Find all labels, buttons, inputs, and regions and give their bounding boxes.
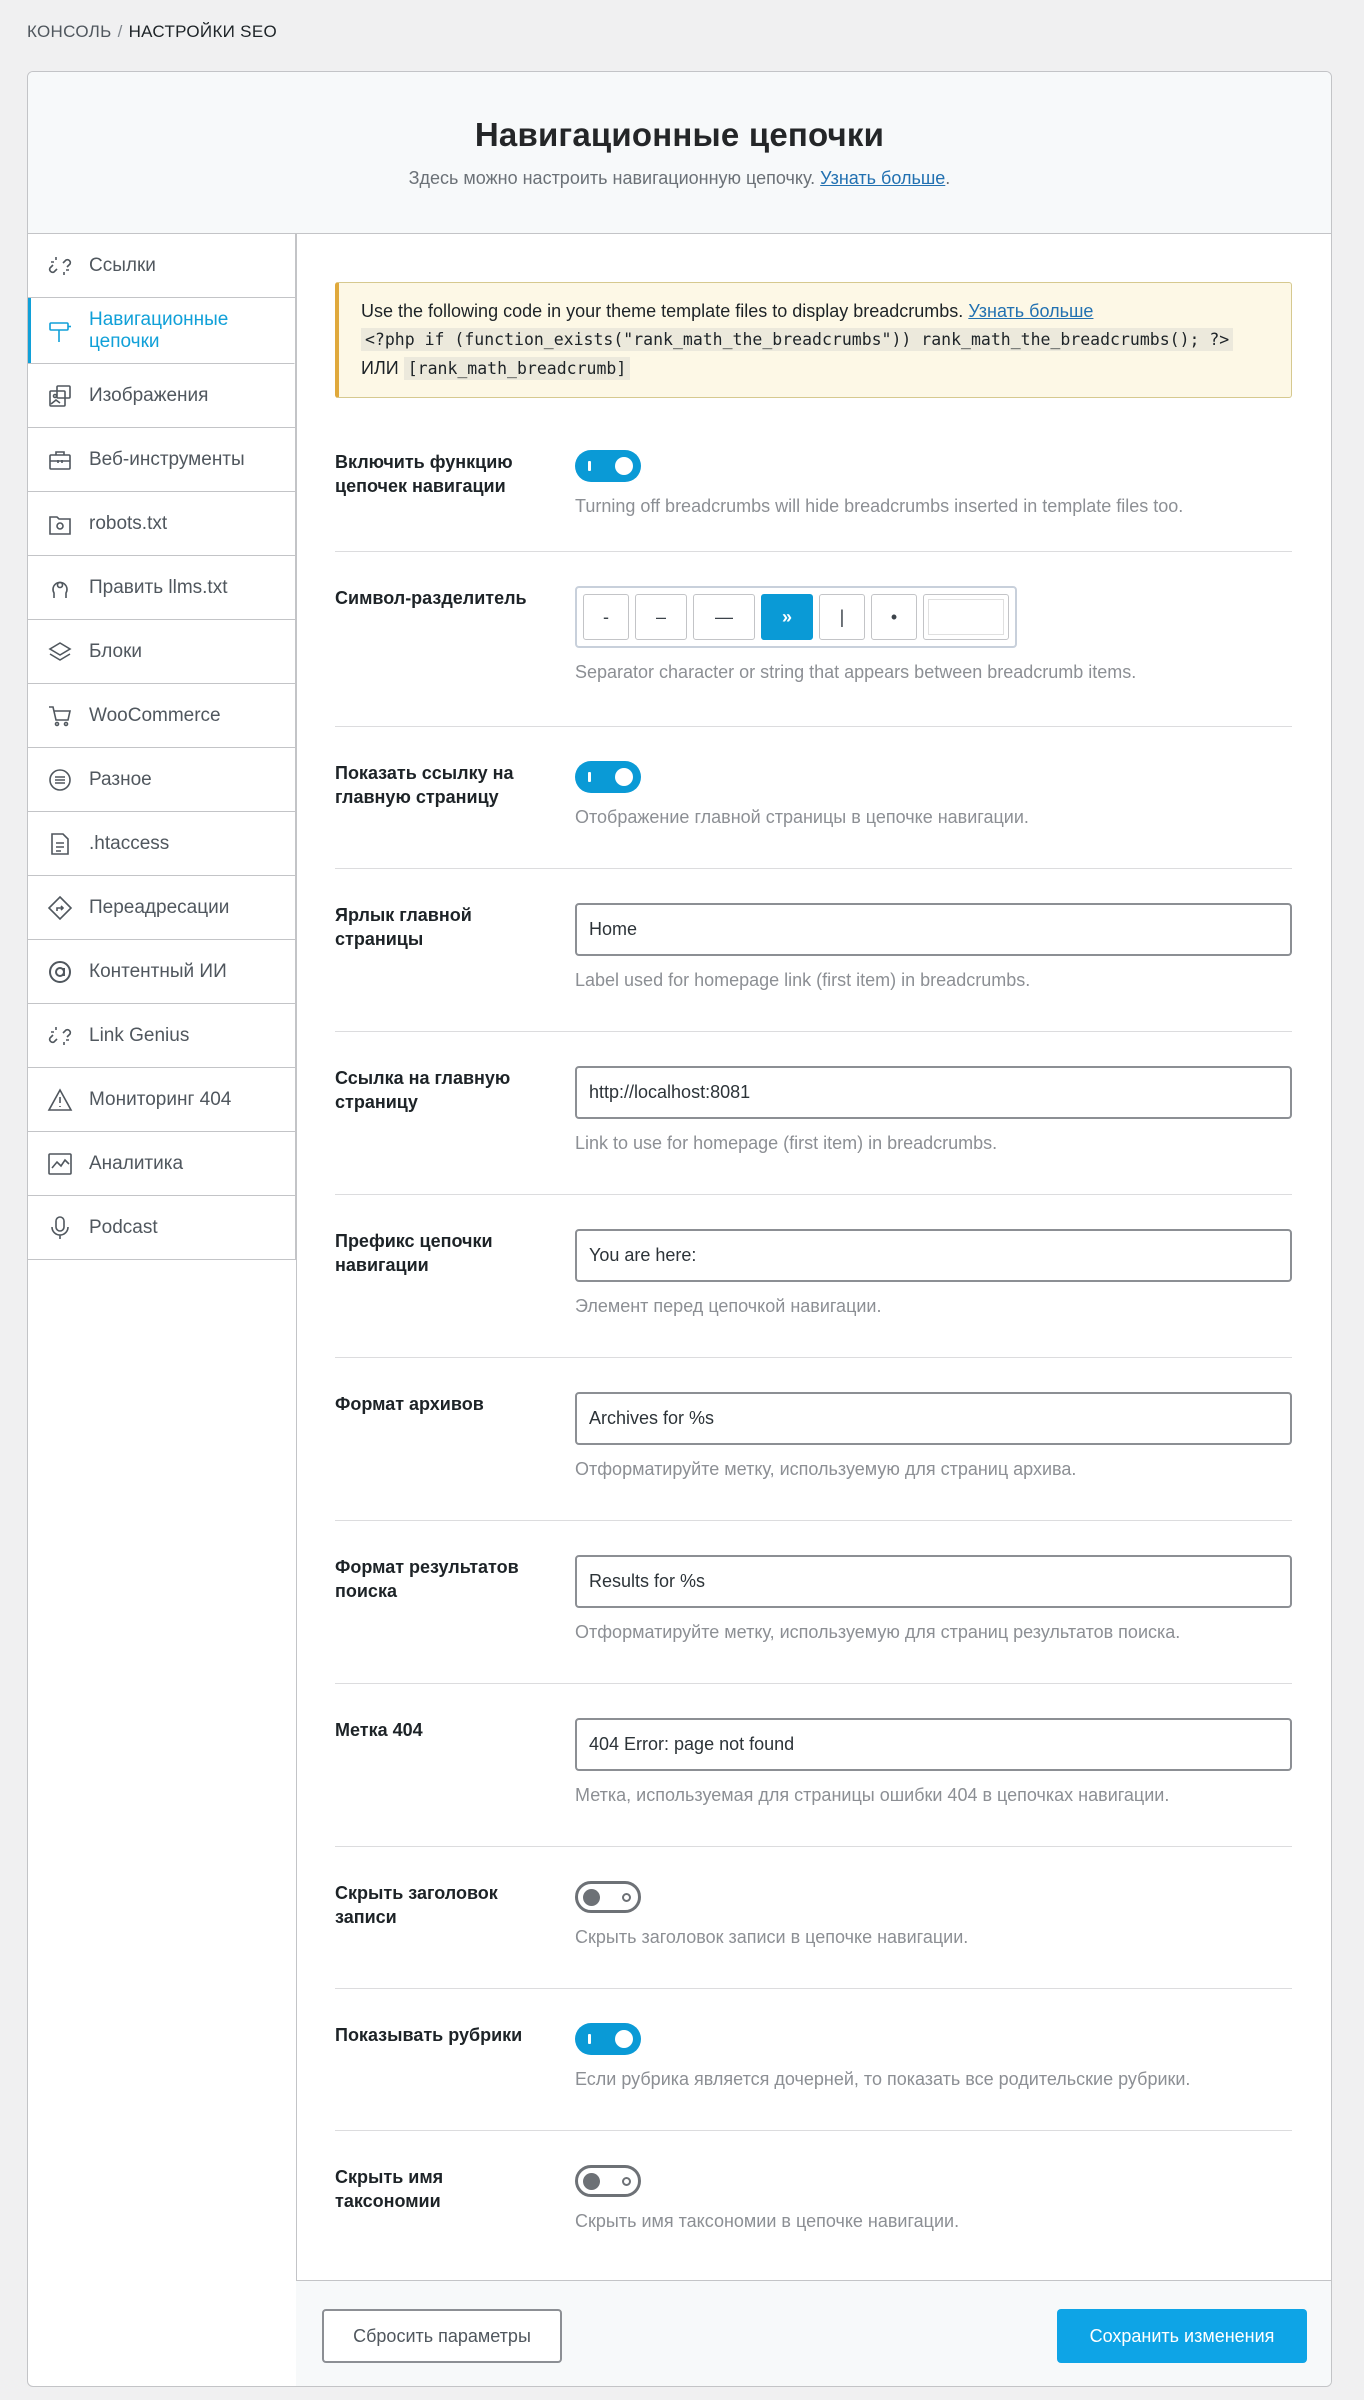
setting-separator <box>335 552 1292 727</box>
separator-options <box>575 586 1017 648</box>
sidebar-item-label: Разное <box>89 768 152 790</box>
sidebar-item-redirects[interactable] <box>28 876 295 940</box>
layers-icon <box>46 638 74 666</box>
setting-description: Скрыть имя таксономии в цепочке навигации. <box>575 2211 960 2231</box>
sidebar-item-404-monitor[interactable] <box>28 1068 295 1132</box>
sidebar-item-label: WooCommerce <box>89 704 221 726</box>
subtitle-text: Здесь можно настроить навигационную цепочку. <box>408 168 816 188</box>
setting-enable-breadcrumbs <box>335 450 1292 552</box>
code-notice <box>335 282 1292 398</box>
link-genius-icon <box>46 1022 74 1050</box>
analytics-icon <box>46 1150 74 1178</box>
toolbox-icon <box>46 446 74 474</box>
setting-show-home <box>335 727 1292 869</box>
setting-description: Метка, используемая для страницы ошибки 404 в цепочках навигации. <box>575 1785 1170 1805</box>
setting-label: Скрыть заголовок записи <box>335 1883 498 1927</box>
sidebar-item-label: Podcast <box>89 1216 158 1238</box>
enable-breadcrumbs-toggle[interactable] <box>575 450 641 482</box>
separator-option-em-dash[interactable]: — <box>693 594 755 640</box>
separator-option-pipe[interactable]: | <box>819 594 865 640</box>
sidebar-item-label: Блоки <box>89 640 143 662</box>
separator-option-bullet[interactable]: • <box>871 594 917 640</box>
signpost-icon <box>46 317 74 345</box>
list-circle-icon <box>46 766 74 794</box>
setting-prefix <box>335 1195 1292 1358</box>
setting-description: Скрыть заголовок записи в цепочке навигации. <box>575 1927 969 1947</box>
setting-label: Символ-разделитель <box>335 588 527 608</box>
setting-label: Формат результатов поиска <box>335 1557 519 1601</box>
content-ai-icon <box>46 958 74 986</box>
home-label-input[interactable] <box>575 903 1292 956</box>
home-link-input[interactable] <box>575 1066 1292 1119</box>
setting-404-label <box>335 1684 1292 1847</box>
sidebar-item-label: Веб-инструменты <box>89 448 245 470</box>
setting-label: Ярлык главной страницы <box>335 905 472 949</box>
setting-show-categories <box>335 1989 1292 2131</box>
setting-label: Показать ссылку на главную страницу <box>335 763 514 807</box>
breadcrumb-parent[interactable]: КОНСОЛЬ <box>27 22 112 41</box>
separator-custom-input[interactable] <box>923 594 1009 640</box>
show-categories-toggle[interactable] <box>575 2023 641 2055</box>
php-code: <?php if (function_exists("rank_math_the_breadcrumbs")) rank_math_the_breadcrumbs(); ?> <box>361 328 1233 351</box>
sidebar-item-label: Ссылки <box>89 254 156 276</box>
sidebar-item-images[interactable] <box>28 364 295 428</box>
setting-hide-title <box>335 1847 1292 1989</box>
setting-archive-format <box>335 1358 1292 1521</box>
sidebar <box>28 234 296 1260</box>
notice-text: Use the following code in your theme template files to display breadcrumbs. <box>361 301 964 321</box>
subtitle-period: . <box>945 168 951 188</box>
notice-learn-more-link[interactable]: Узнать больше <box>968 301 1094 321</box>
image-icon <box>46 382 74 410</box>
setting-label: Метка 404 <box>335 1720 423 1740</box>
sidebar-item-robots[interactable] <box>28 492 295 556</box>
hide-title-toggle[interactable] <box>575 1881 641 1913</box>
show-home-toggle[interactable] <box>575 761 641 793</box>
setting-description: Элемент перед цепочкой навигации. <box>575 1296 882 1316</box>
sidebar-item-label: Навигационные цепочки <box>89 308 229 352</box>
prefix-input[interactable] <box>575 1229 1292 1282</box>
setting-label: Скрыть имя таксономии <box>335 2167 444 2211</box>
sidebar-item-breadcrumbs[interactable] <box>28 298 295 364</box>
separator-option-raquo[interactable]: » <box>761 594 813 640</box>
sidebar-item-htaccess[interactable] <box>28 812 295 876</box>
archive-format-input[interactable] <box>575 1392 1292 1445</box>
sidebar-item-label: robots.txt <box>89 512 168 534</box>
sidebar-item-llms[interactable] <box>28 556 295 620</box>
cart-icon <box>46 702 74 730</box>
sidebar-item-label: Аналитика <box>89 1152 184 1174</box>
setting-label: Ссылка на главную страницу <box>335 1068 511 1112</box>
sidebar-item-label: Переадресации <box>89 896 230 918</box>
setting-description: Label used for homepage link (first item) in breadcrumbs. <box>575 970 1031 990</box>
setting-search-format <box>335 1521 1292 1684</box>
sidebar-item-podcast[interactable] <box>28 1196 295 1260</box>
setting-description: Separator character or string that appears between breadcrumb items. <box>575 662 1137 682</box>
settings-panel <box>27 71 1332 2387</box>
sidebar-item-label: Править llms.txt <box>89 576 228 598</box>
sidebar-item-content-ai[interactable] <box>28 940 295 1004</box>
setting-description: Отформатируйте метку, используемую для страниц результатов поиска. <box>575 1622 1181 1642</box>
panel-footer <box>296 2280 1332 2387</box>
file-icon <box>46 830 74 858</box>
sidebar-item-label: .htaccess <box>89 832 170 854</box>
sidebar-item-label: Link Genius <box>89 1024 190 1046</box>
microphone-icon <box>46 1214 74 1242</box>
panel-header <box>28 72 1331 234</box>
setting-label: Префикс цепочки навигации <box>335 1231 493 1275</box>
setting-description: Отформатируйте метку, используемую для страниц архива. <box>575 1459 1077 1479</box>
setting-home-label <box>335 869 1292 1032</box>
sidebar-item-blocks[interactable] <box>28 620 295 684</box>
save-button[interactable]: Сохранить изменения <box>1057 2309 1307 2363</box>
settings-content <box>335 282 1292 2273</box>
sidebar-item-link-genius[interactable] <box>28 1004 295 1068</box>
setting-description: Turning off breadcrumbs will hide breadcrumbs inserted in template files too. <box>575 496 1184 516</box>
breadcrumb <box>27 22 277 42</box>
reset-button[interactable]: Сбросить параметры <box>322 2309 562 2363</box>
link-icon <box>46 252 74 280</box>
setting-description: Если рубрика является дочерней, то показать все родительские рубрики. <box>575 2069 1191 2089</box>
breadcrumb-current: НАСТРОЙКИ SEO <box>128 22 277 41</box>
redirect-icon <box>46 894 74 922</box>
separator-option-en-dash[interactable]: – <box>635 594 687 640</box>
sidebar-item-label: Мониторинг 404 <box>89 1088 232 1110</box>
ai-head-icon <box>46 574 74 602</box>
folder-icon <box>46 510 74 538</box>
notice-or: ИЛИ <box>361 358 399 378</box>
sidebar-item-links[interactable] <box>28 234 295 298</box>
sidebar-item-analytics[interactable] <box>28 1132 295 1196</box>
hide-taxonomy-toggle[interactable] <box>575 2165 641 2197</box>
search-format-input[interactable] <box>575 1555 1292 1608</box>
setting-hide-taxonomy <box>335 2131 1292 2273</box>
warning-icon <box>46 1086 74 1114</box>
separator-option-hyphen[interactable]: - <box>583 594 629 640</box>
setting-label: Формат архивов <box>335 1394 484 1414</box>
page-title: Навигационные цепочки <box>474 116 885 153</box>
setting-label: Показывать рубрики <box>335 2025 523 2045</box>
setting-description: Отображение главной страницы в цепочке навигации. <box>575 807 1029 827</box>
content-divider <box>296 234 297 2280</box>
shortcode: [rank_math_breadcrumb] <box>404 357 631 380</box>
sidebar-item-label: Изображения <box>89 384 209 406</box>
setting-description: Link to use for homepage (first item) in breadcrumbs. <box>575 1133 998 1153</box>
setting-label: Включить функцию цепочек навигации <box>335 452 513 496</box>
sidebar-item-misc[interactable] <box>28 748 295 812</box>
sidebar-item-woocommerce[interactable] <box>28 684 295 748</box>
learn-more-link[interactable]: Узнать больше <box>820 168 946 188</box>
label-404-input[interactable] <box>575 1718 1292 1771</box>
sidebar-item-label: Контентный ИИ <box>89 960 227 982</box>
setting-home-link <box>335 1032 1292 1195</box>
sidebar-item-webmaster-tools[interactable] <box>28 428 295 492</box>
breadcrumb-separator: / <box>117 22 123 41</box>
page-subtitle <box>28 168 1331 189</box>
